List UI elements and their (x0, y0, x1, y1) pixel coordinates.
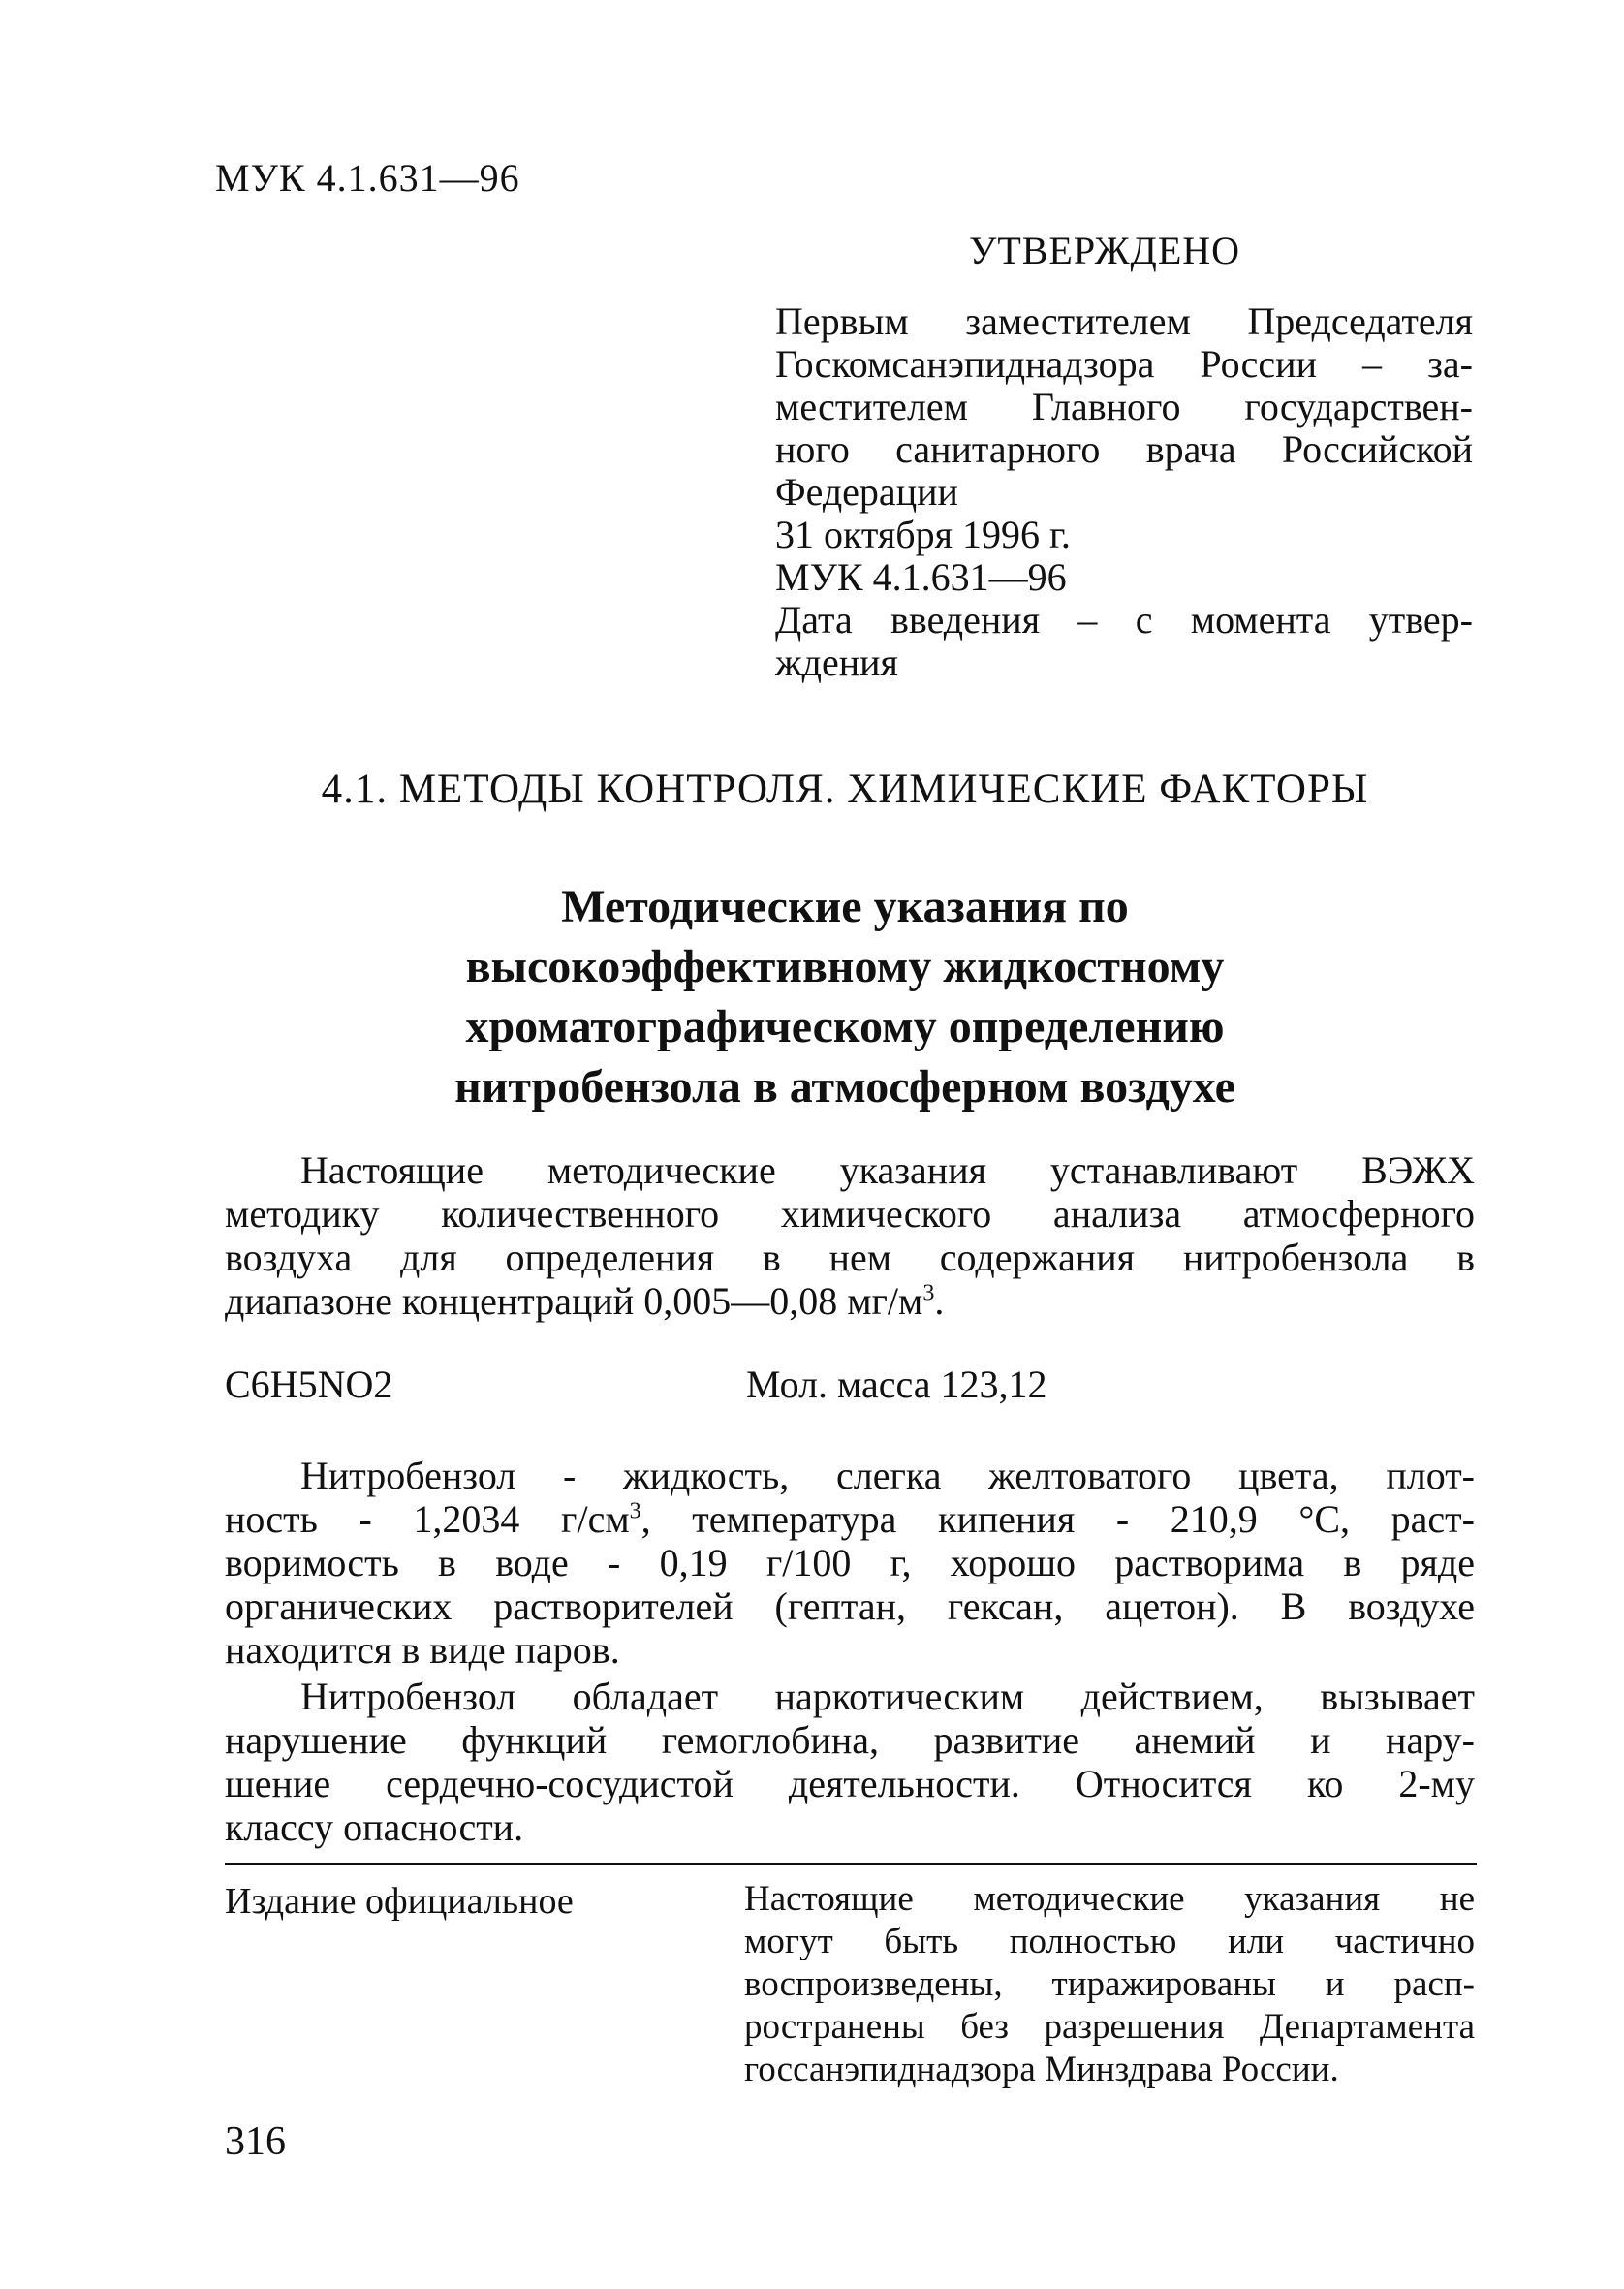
notice-line: Настоящие методические указания не (744, 1879, 1475, 1919)
title-line: хроматографическому определению (465, 1001, 1225, 1052)
paragraph-line: методику количественного химического анализа атмосферного (225, 1192, 1475, 1236)
boiling-point-text: , температура кипения - 210,9 °С, раст- (640, 1497, 1475, 1541)
paragraph-line: воздуха для определения в нем содержания нитробензола в (225, 1236, 1475, 1279)
toxicity-paragraph (225, 1675, 1475, 1849)
description-paragraph (225, 1454, 1475, 1672)
approval-line: местителем Главного государствен- (775, 385, 1473, 428)
line-suffix: . (934, 1279, 945, 1323)
paragraph-line (225, 1279, 1475, 1323)
approval-block (775, 228, 1473, 684)
approval-line: ждения (775, 641, 898, 684)
page-number: 316 (225, 2119, 286, 2164)
approval-line: Первым заместителем Председателя (775, 299, 1473, 343)
document-code: МУК 4.1.631—96 (215, 156, 520, 200)
notice-line: воспроизведены, тиражированы и расп- (744, 1964, 1475, 2004)
approval-line: Федерации (775, 470, 958, 514)
title-line: нитробензола в атмосферном воздухе (454, 1061, 1235, 1113)
paragraph-line: классу опасности. (225, 1805, 524, 1849)
paragraph-line: органических растворителей (гептан, гексан, ацетон). В воздухе (225, 1584, 1475, 1628)
approval-doc-code: МУК 4.1.631—96 (775, 555, 1067, 599)
intro-paragraph (225, 1148, 1475, 1323)
density-text: ность - 1,2034 г/см (225, 1497, 630, 1541)
concentration-range: диапазоне концентраций 0,005—0,08 мг/м (225, 1279, 923, 1323)
title-line: высокоэффективному жидкостному (465, 941, 1225, 992)
title-line: Методические указания по (561, 881, 1129, 932)
notice-line: могут быть полностью или частично (744, 1922, 1475, 1961)
footer-divider (225, 1863, 1477, 1865)
paragraph-line: Настоящие методические указания устанавливают ВЭЖХ (300, 1148, 1475, 1192)
unit-superscript: 3 (629, 1498, 641, 1524)
paragraph-line: шение сердечно-сосудистой деятельности. Относится ко 2-му (225, 1762, 1475, 1805)
approval-text (775, 300, 1473, 684)
unit-superscript: 3 (922, 1280, 935, 1306)
chemical-formula: C6H5NO2 (225, 1363, 393, 1406)
document-title (215, 877, 1475, 1117)
approval-line: Госкомсанэпиднадзора России – за- (775, 342, 1473, 386)
paragraph-line: воримость в воде - 0,19 г/100 г, хорошо растворима в ряде (225, 1541, 1475, 1584)
section-heading: 4.1. МЕТОДЫ КОНТРОЛЯ. ХИМИЧЕСКИЕ ФАКТОРЫ (321, 767, 1369, 812)
approval-date: 31 октября 1996 г. (775, 513, 1071, 556)
paragraph-line: Нитробензол - жидкость, слегка желтоватого цвета, плот- (300, 1454, 1475, 1497)
notice-line: госсанэпиднадзора Минздрава России. (744, 2050, 1339, 2089)
paragraph-line: нарушение функций гемоглобина, развитие анемий и нару- (225, 1718, 1475, 1762)
approval-line: Дата введения – с момента утвер- (775, 598, 1473, 642)
approval-line: ного санитарного врача Российской (775, 427, 1473, 471)
edition-label: Издание официальное (225, 1881, 574, 1922)
paragraph-line: Нитробензол обладает наркотическим действием, вызывает (300, 1675, 1475, 1718)
copyright-notice (744, 1878, 1475, 2091)
paragraph-line: находится в виде паров. (225, 1628, 620, 1672)
approval-title: УТВЕРЖДЕНО (969, 229, 1241, 272)
paragraph-line (225, 1497, 1475, 1541)
molecular-mass: Мол. масса 123,12 (746, 1363, 1047, 1406)
notice-line: ространены без разрешения Департамента (744, 2007, 1475, 2047)
